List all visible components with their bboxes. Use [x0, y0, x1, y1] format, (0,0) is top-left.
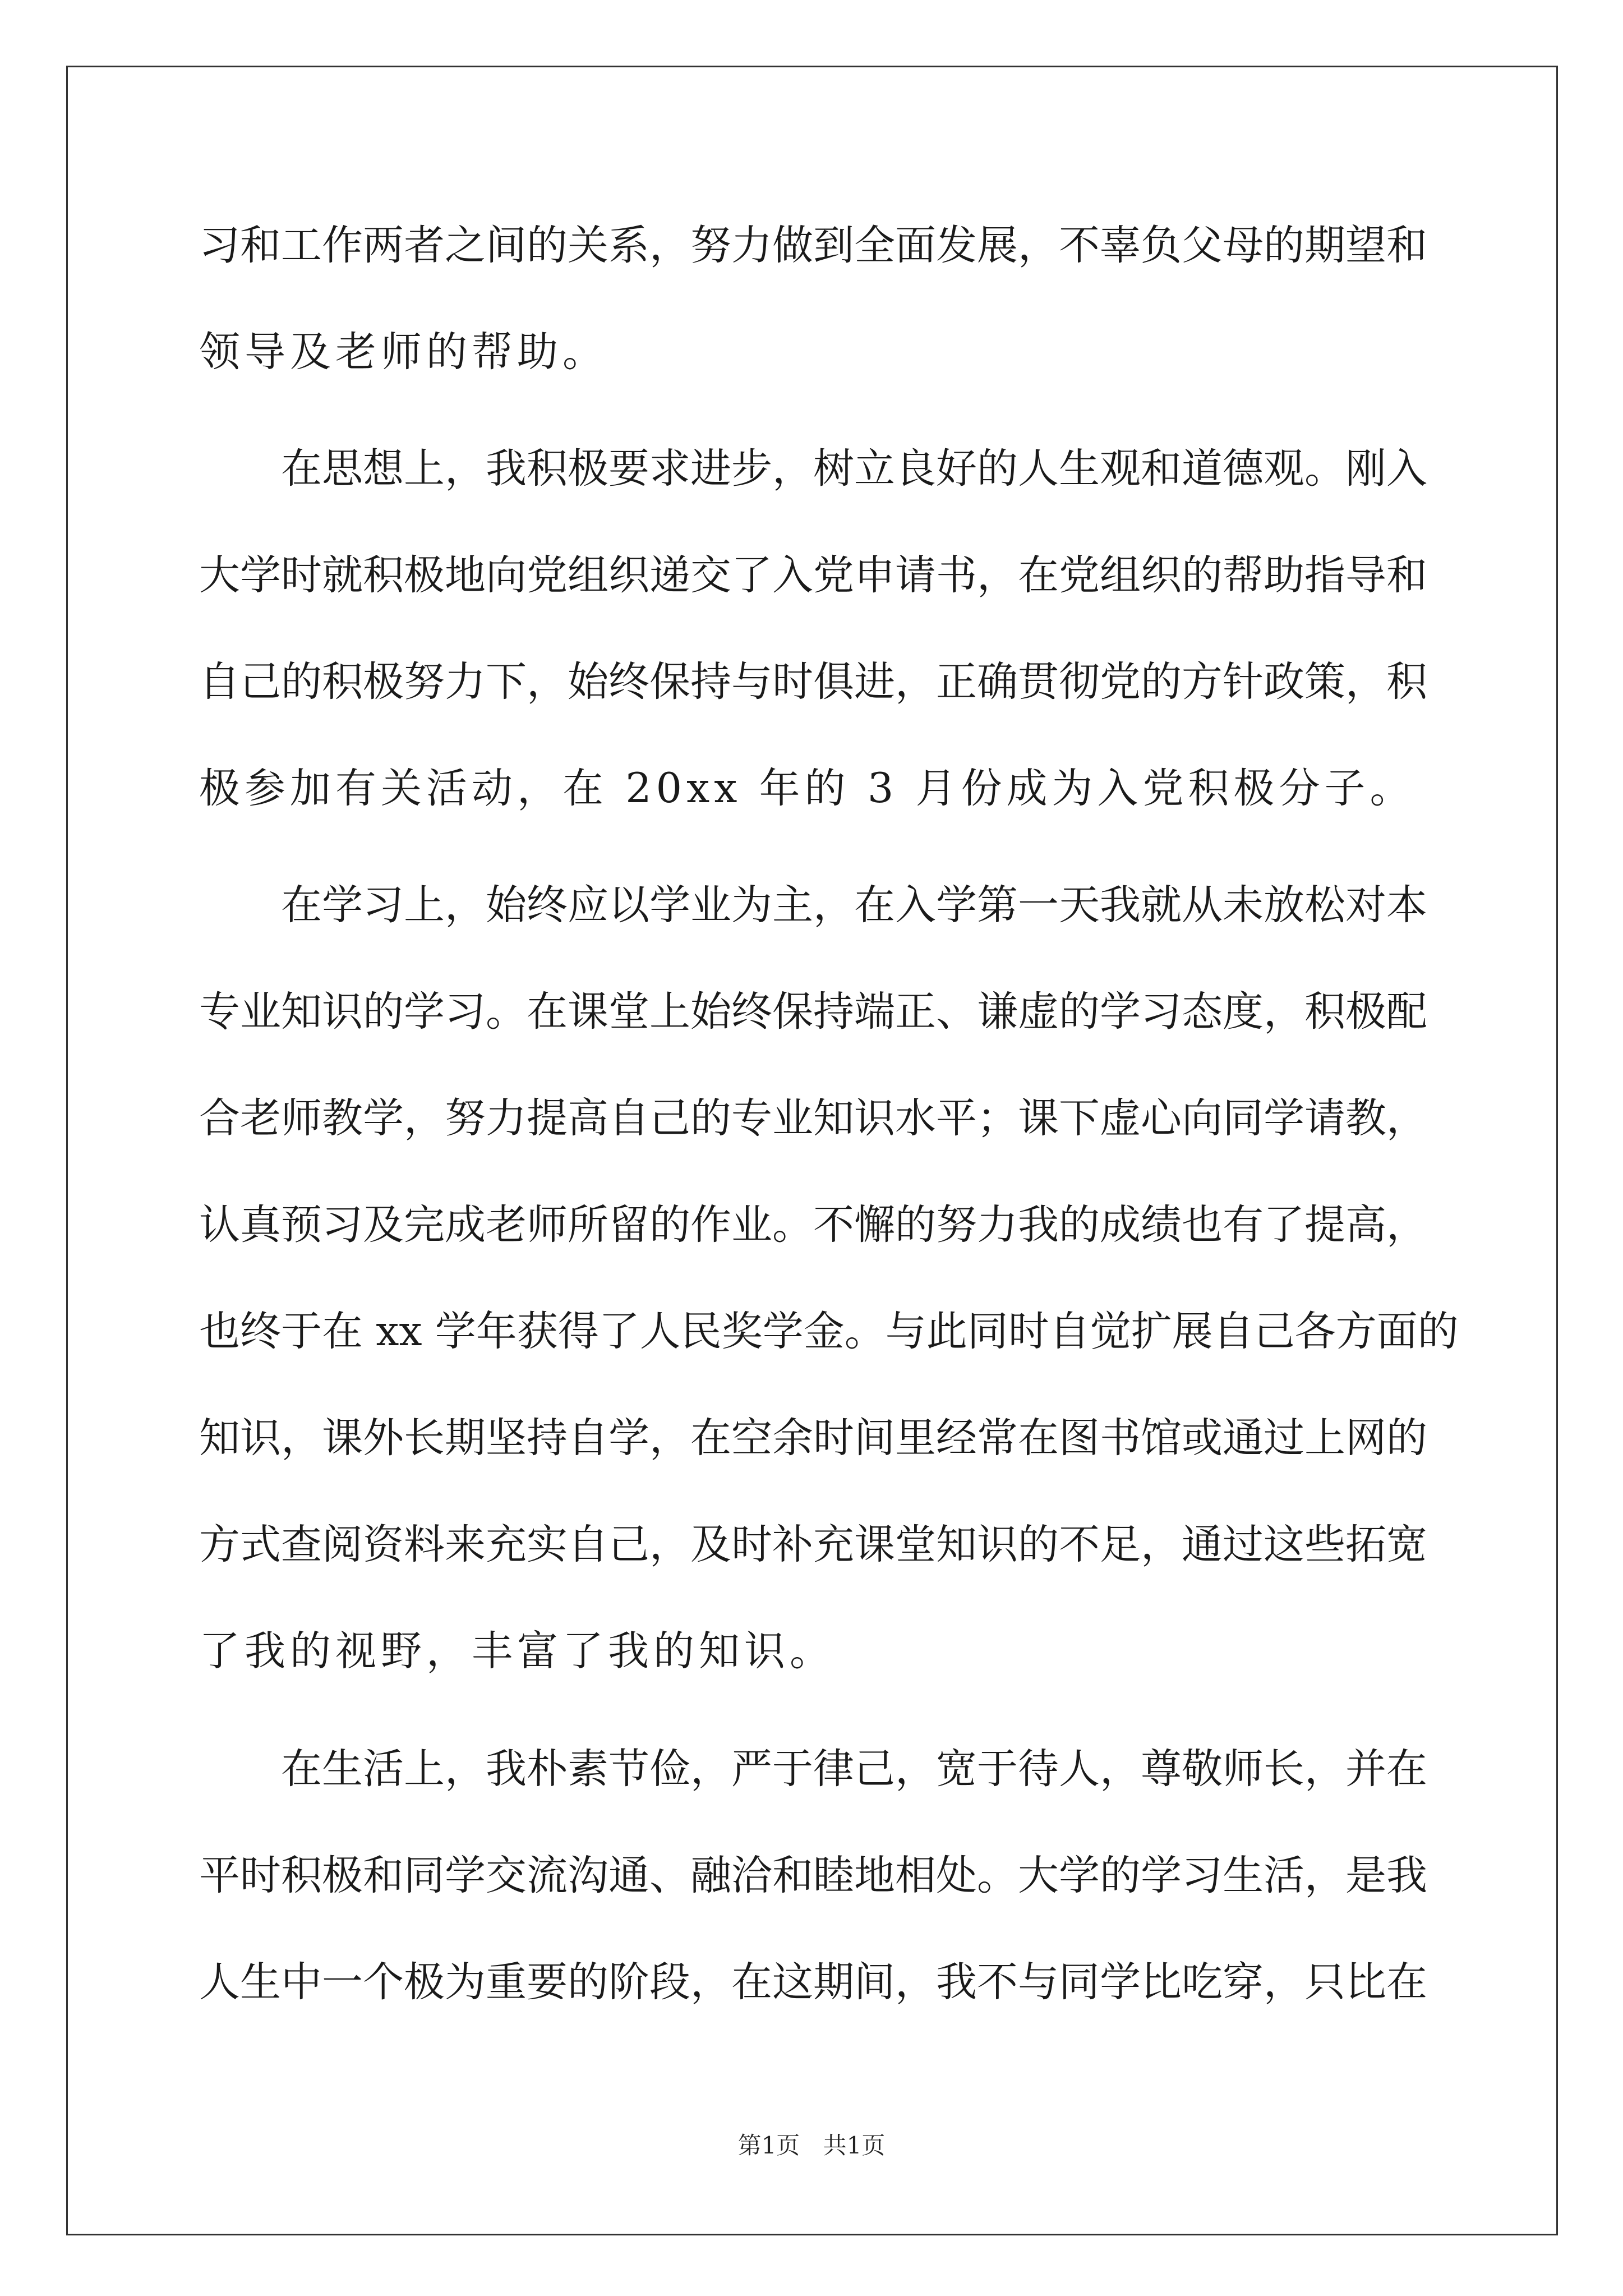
text-line: 方式查阅资料来充实自己，及时补充课堂知识的不足，通过这些拓宽 [199, 1521, 1427, 1568]
paragraph-first-line: 在生活上，我朴素节俭，严于律己，宽于待人，尊敬师长，并在 [281, 1745, 1427, 1793]
text-line: 极参加有关活动，在 20xx 年的 3 月份成为入党积极分子。 [199, 765, 1415, 812]
text-line: 大学时就积极地向党组织递交了入党申请书，在党组织的帮助指导和 [199, 551, 1427, 599]
text-line: 了我的视野，丰富了我的知识。 [199, 1627, 835, 1675]
paragraph-first-line: 在学习上，始终应以学业为主，在入学第一天我就从未放松对本 [281, 881, 1427, 929]
page-footer [0, 2129, 1623, 2162]
text-line: 知识，课外长期坚持自学，在空余时间里经常在图书馆或通过上网的 [199, 1414, 1427, 1462]
text-line: 自己的积极努力下，始终保持与时俱进，正确贯彻党的方针政策，积 [199, 658, 1427, 706]
text-line: 专业知识的学习。在课堂上始终保持端正、谦虚的学习态度，积极配 [199, 988, 1427, 1036]
text-line: 合老师教学，努力提高自己的专业知识水平；课下虚心向同学请教， [199, 1094, 1427, 1142]
text-line: 也终于在 xx 学年获得了人民奖学金。与此同时自觉扩展自己各方面的 [199, 1308, 1459, 1355]
text-line: 习和工作两者之间的关系，努力做到全面发展，不辜负父母的期望和 [199, 222, 1427, 269]
text-line: 人生中一个极为重要的阶段，在这期间，我不与同学比吃穿，只比在 [199, 1958, 1427, 2006]
text-line: 认真预习及完成老师所留的作业。不懈的努力我的成绩也有了提高， [199, 1201, 1427, 1249]
paragraph-first-line: 在思想上，我积极要求进步，树立良好的人生观和道德观。刚入 [281, 445, 1427, 493]
page-total: 共1页 [823, 2132, 886, 2159]
page-number: 第1页 [737, 2132, 800, 2159]
text-line: 领导及老师的帮助。 [199, 328, 608, 376]
text-line: 平时积极和同学交流沟通、融洽和睦地相处。大学的学习生活，是我 [199, 1852, 1427, 1899]
